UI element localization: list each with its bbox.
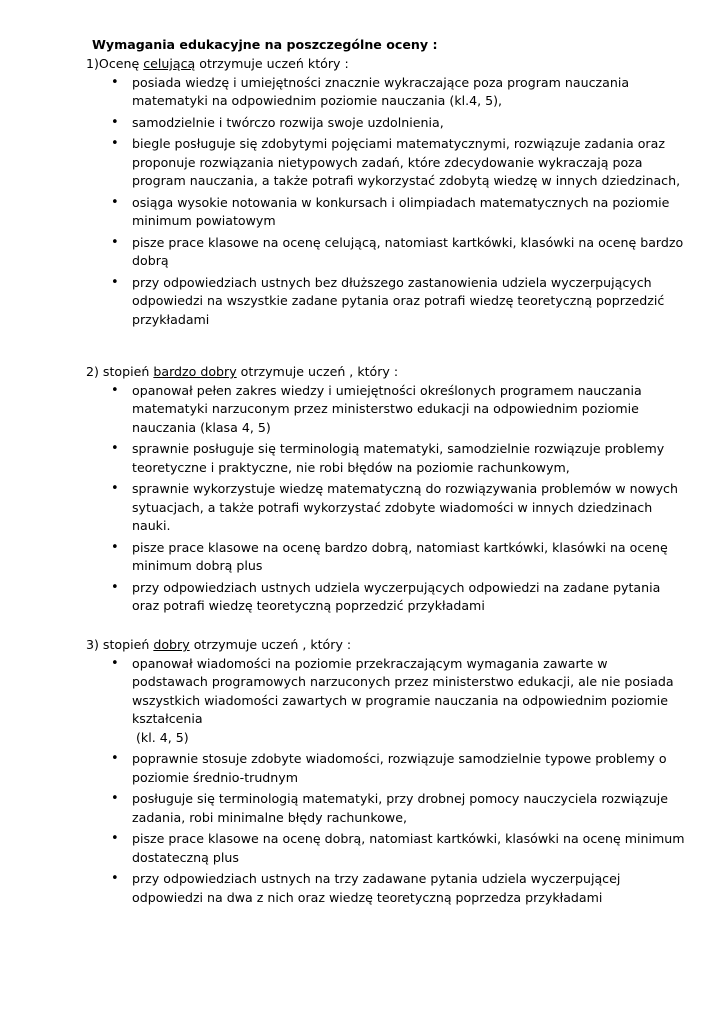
list-item-text: przy odpowiedziach ustnych udziela wyczerpujących odpowiedzi na zadane pytania oraz potrafi wiedzę teoretyczną poprzedzić przykładami bbox=[132, 579, 661, 613]
bullet-icon: • bbox=[111, 481, 119, 496]
bullet-icon: • bbox=[111, 579, 119, 595]
document-title: Wymagania edukacyjne na poszczególne oceny bbox=[92, 37, 429, 52]
list-item-text: pisze prace klasowe na ocenę dobrą, natomiast kartkówki, klasówki na ocenę minimum dostateczną plus bbox=[132, 831, 685, 865]
list-item-text: przy odpowiedziach ustnych na trzy zadawane pytania udziela wyczerpującej odpowiedzi na dwa z nich oraz wiedzę teoretyczną poprzedza przykładami bbox=[132, 871, 621, 905]
list-item-text: sprawnie wykorzystuje wiedzę matematyczną do rozwiązywania problemów w nowych sytuacjach, a także potrafi wykorzystać zdobyte wiadomości w innych dziedzinach nauki. bbox=[132, 481, 678, 533]
section-heading bbox=[86, 636, 686, 655]
grade-name: bardzo dobry bbox=[153, 364, 237, 379]
list-item bbox=[86, 539, 686, 576]
title-colon: : bbox=[428, 37, 438, 52]
list-item-text: samodzielnie i twórczo rozwija swoje uzdolnienia, bbox=[132, 114, 444, 130]
list-item bbox=[86, 790, 686, 827]
list-item bbox=[86, 655, 686, 748]
list-item bbox=[86, 480, 686, 536]
requirements-list bbox=[86, 382, 686, 616]
heading-prefix: 3) stopień bbox=[86, 637, 154, 652]
class-level-note: (kl. 4, 5) bbox=[136, 729, 189, 745]
list-item-text: opanował pełen zakres wiedzy i umiejętności określonych programem nauczania matematyki narzuconym przez ministerstwo edukacji na odpowiednim poziomie nauczania (klasa 4, 5) bbox=[132, 382, 642, 435]
list-item-text: opanował wiadomości na poziomie przekraczającym wymagania zawarte w podstawach programowych narzuconych przez ministerstwo edukacji, ale nie posiada wszystkich wiadomości zawartych w programie nauczania na odpowiednim poziomie kształcenia bbox=[132, 655, 674, 726]
bullet-icon: • bbox=[111, 194, 119, 210]
list-item-text: pisze prace klasowe na ocenę celującą, natomiast kartkówki, klasówki na ocenę bardzo dobrą bbox=[132, 234, 684, 268]
heading-prefix: 1)Ocenę bbox=[86, 56, 144, 71]
list-item bbox=[86, 274, 686, 330]
list-item-text: przy odpowiedziach ustnych bez dłuższego zastanowienia udziela wyczerpujących odpowiedzi na wszystkie zadane pytania oraz potrafi wiedzę teoretyczną poprzedzić przykładami bbox=[132, 274, 665, 327]
grade-name: dobry bbox=[153, 637, 190, 652]
section-bardzo-dobry bbox=[86, 363, 686, 619]
bullet-icon: • bbox=[111, 655, 119, 671]
bullet-icon: • bbox=[111, 751, 119, 766]
section-heading bbox=[86, 55, 686, 74]
list-item-text: poprawnie stosuje zdobyte wiadomości, rozwiązuje samodzielnie typowe problemy o poziomie średnio-trudnym bbox=[132, 751, 667, 785]
list-item-text: sprawnie posługuje się terminologią matematyki, samodzielnie rozwiązuje problemy teoretyczne i praktyczne, nie robi błędów na poziomie rachunkowym, bbox=[132, 441, 665, 475]
list-item bbox=[86, 750, 686, 787]
list-item-text: pisze prace klasowe na ocenę bardzo dobrą, natomiast kartkówki, klasówki na ocenę minimum dobrą plus bbox=[132, 539, 668, 573]
heading-suffix: otrzymuje uczeń , który : bbox=[236, 364, 399, 379]
bullet-icon: • bbox=[111, 831, 119, 846]
list-item bbox=[86, 114, 686, 133]
bullet-icon: • bbox=[111, 74, 119, 90]
document-title-line bbox=[92, 36, 438, 55]
bullet-icon: • bbox=[111, 274, 119, 290]
bullet-icon: • bbox=[111, 136, 119, 151]
list-item-text: osiąga wysokie notowania w konkursach i olimpiadach matematycznych na poziomie minimum powiatowym bbox=[132, 194, 670, 228]
list-item bbox=[86, 74, 686, 111]
list-item bbox=[86, 830, 686, 867]
list-item bbox=[86, 440, 686, 477]
list-item bbox=[86, 234, 686, 271]
list-item bbox=[86, 579, 686, 616]
bullet-icon: • bbox=[111, 791, 119, 806]
heading-prefix: 2) stopień bbox=[86, 364, 154, 379]
heading-suffix: otrzymuje uczeń który : bbox=[195, 56, 349, 71]
bullet-icon: • bbox=[111, 539, 119, 555]
list-item-text: posługuje się terminologią matematyki, przy drobnej pomocy nauczyciela rozwiązuje zadania, robi minimalne błędy rachunkowe, bbox=[132, 791, 668, 825]
bullet-icon: • bbox=[111, 441, 119, 456]
list-item bbox=[86, 194, 686, 231]
section-heading bbox=[86, 363, 686, 382]
bullet-icon: • bbox=[111, 234, 119, 250]
bullet-icon: • bbox=[111, 114, 119, 130]
list-item bbox=[86, 135, 686, 191]
heading-suffix: otrzymuje uczeń , który : bbox=[189, 637, 352, 652]
list-item bbox=[86, 870, 686, 907]
list-item bbox=[86, 382, 686, 438]
section-celujaca bbox=[86, 55, 686, 332]
requirements-list bbox=[86, 655, 686, 908]
list-item-text: biegle posługuje się zdobytymi pojęciami matematycznymi, rozwiązuje zadania oraz proponuje rozwiązania nietypowych zadań, które zdecydowanie wykraczają poza program nauczania, a także potrafi wykorzystać zdobytą wiedzę w innych dziedzinach, bbox=[132, 136, 681, 188]
list-item-text: posiada wiedzę i umiejętności znacznie wykraczające poza program nauczania matematyki na odpowiednim poziomie nauczania (kl.4, 5), bbox=[132, 74, 630, 108]
bullet-icon: • bbox=[111, 871, 119, 886]
section-dobry bbox=[86, 636, 686, 910]
bullet-icon: • bbox=[111, 382, 119, 398]
grade-name: celującą bbox=[143, 56, 196, 71]
requirements-list bbox=[86, 74, 686, 330]
